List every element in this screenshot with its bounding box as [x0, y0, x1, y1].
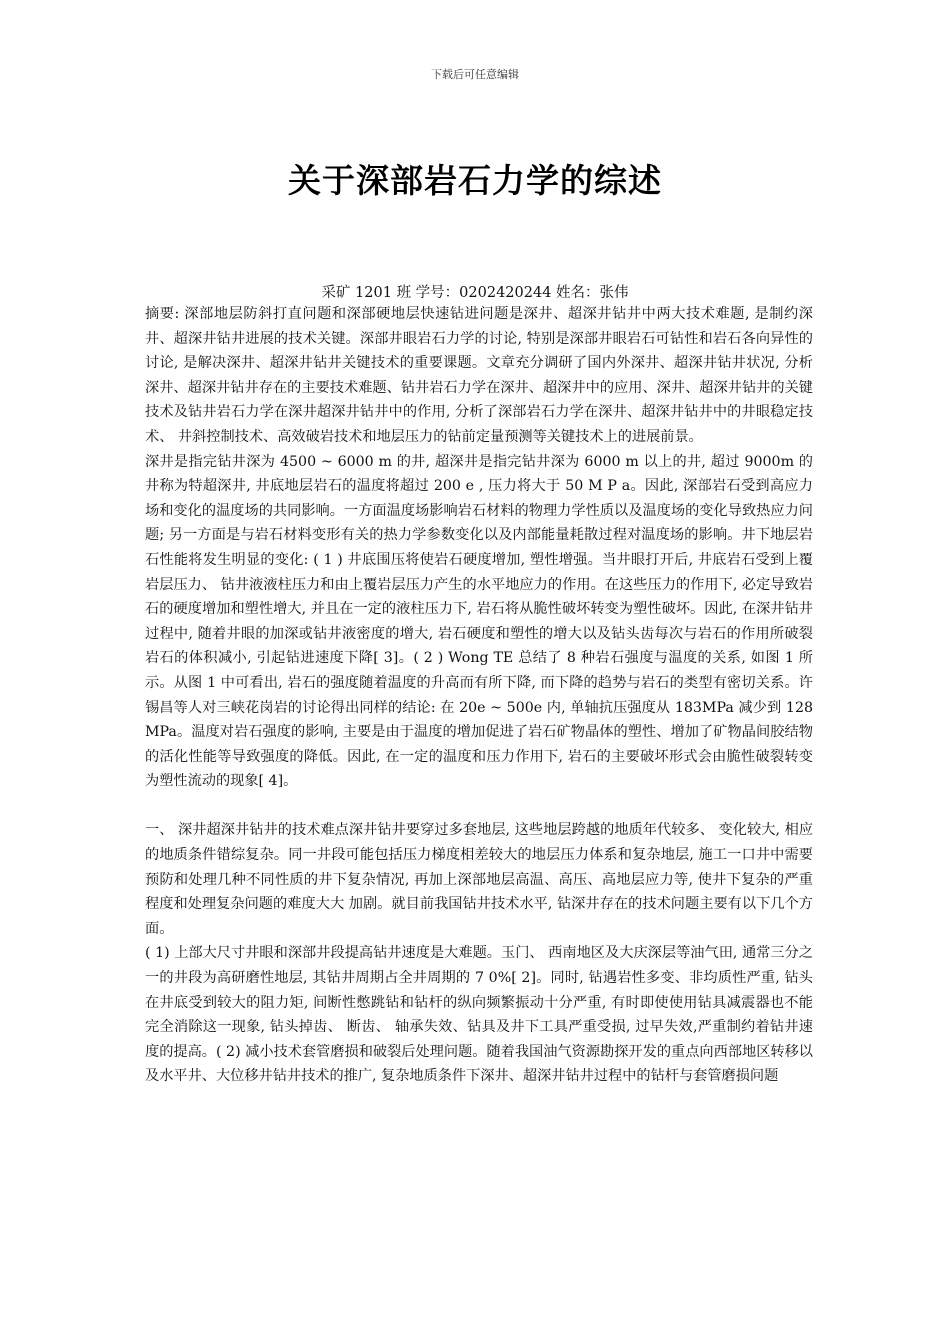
paragraph-spacer — [145, 794, 813, 819]
intro-paragraph: 深井是指完钻井深为 4500 ~ 6000 m 的井, 超深井是指完钻井深为 6000 m 以上的井, 超过 9000m 的井称为特超深井, 井底地层岩石的温度将超过 200 e , 压力将大于 50 M P a。因此, 深部岩石受到高应力场和变化的温度场的共同影响。一方面温度场影响岩石材料的物理力学性质以及温度场的变化导致热应力问题; 另一方面是与岩石材料变形有关的热力学参数变化以及内部能量耗散过程对温度场的影响。井下地层岩石性能将发生明显的变化: ( 1 ) 井底围压将使岩石硬度增加, 塑性增强。当井眼打开后, 井底岩石受到上覆岩层压力、 钻井液液柱压力和由上覆岩层压力产生的水平地应力的作用。在这些压力的作用下, 必定导致岩石的硬度增加和塑性增大, 并且在一定的液柱压力下, 岩石将从脆性破坏转变为塑性破坏。因此, 在深井钻井过程中, 随着井眼的加深或钻井液密度的增大, 岩石硬度和塑性的增大以及钻头齿每次与岩石的作用所破裂岩石的体积减小, 引起钻进速度下降[ 3]。( 2 ) Wong TE 总结了 8 种岩石强度与温度的关系, 如图 1 所示。从图 1 中可看出, 岩石的强度随着温度的升高而有所下降, 而下降的趋势与岩石的类型有密切关系。许锡昌等人对三峡花岗岩的讨论得出同样的结论: 在 20e ~ 500e 内, 单轴抗压强度从 183MPa 减少到 128MPa。温度对岩石强度的影响, 主要是由于温度的增加促进了岩石矿物晶体的塑性、增加了矿物晶间胶结物的活化性能等导致强度的降低。因此, 在一定的温度和压力作用下, 岩石的主要破坏形式会由脆性破裂转变为塑性流动的现象[ 4]。 — [145, 453, 813, 790]
section1-paragraph: 一、 深井超深井钻井的技术难点深井钻井要穿过多套地层, 这些地层跨越的地质年代较多、 变化较大, 相应的地质条件错综复杂。同一井段可能包括压力梯度相差较大的地层压力体系和复杂地层, 施工一口井中需要预防和处理几种不同性质的井下复杂情况, 再加上深部地层高温、高压、高地层应力等, 使井下复杂的严重程度和处理复杂问题的难度大大 加剧。就目前我国钻井技术水平, 钻深井存在的技术问题主要有以下几个方面。 — [145, 822, 813, 937]
author-line: 采矿 1201 班 学号：0202420244 姓名：张伟 — [321, 285, 629, 301]
section1-item1-paragraph: ( 1) 上部大尺寸井眼和深部井段提高钻井速度是大难题。玉门、 西南地区及大庆深层等油气田, 通常三分之一的井段为高研磨性地层, 其钻井周期占全井周期的 7 0%[ 2]。同时, 钻遇岩性多变、非均质性严重, 钻头在井底受到较大的阻力矩, 间断性憋跳钻和钻杆的纵向频繁振动十分严重, 有时即使使用钻具减震器也不能完全消除这一现象, 钻头掉齿、 断齿、 轴承失效、钻具及井下工具严重受损, 过早失效,严重制约着钻井速度的提高。( 2) 减小技术套管磨损和破裂后处理问题。随着我国油气资源勘探开发的重点向西部地区转移以及水平井、大位移井钻井技术的推广, 复杂地质条件下深井、超深井钻井过程中的钻杆与套管磨损问题 — [145, 945, 813, 1085]
header-note: 下载后可任意编辑 — [431, 68, 519, 81]
document-title: 关于深部岩石力学的综述 — [288, 161, 662, 200]
abstract-paragraph: 摘要: 深部地层防斜打直问题和深部硬地层快速钻进问题是深井、超深井钻井中两大技术难题, 是制约深井、超深井钻井进展的技术关键。深部井眼岩石力学的讨论, 特别是深部井眼岩石可钻性和岩石各向异性的讨论, 是解决深井、超深井钻井关键技术的重要课题。文章充分调研了国内外深井、超深井钻井状况, 分析深井、超深井钻井存在的主要技术难题、钻井岩石力学在深井、超深井中的应用、深井、超深井钻井的关键技术及钻井岩石力学在深井超深井钻井中的作用, 分析了深部岩石力学在深井、超深井钻井中的井眼稳定技术、 井斜控制技术、高效破岩技术和地层压力的钻前定量预测等关键技术上的进展前景。 — [145, 306, 813, 445]
document-body — [145, 302, 813, 1089]
